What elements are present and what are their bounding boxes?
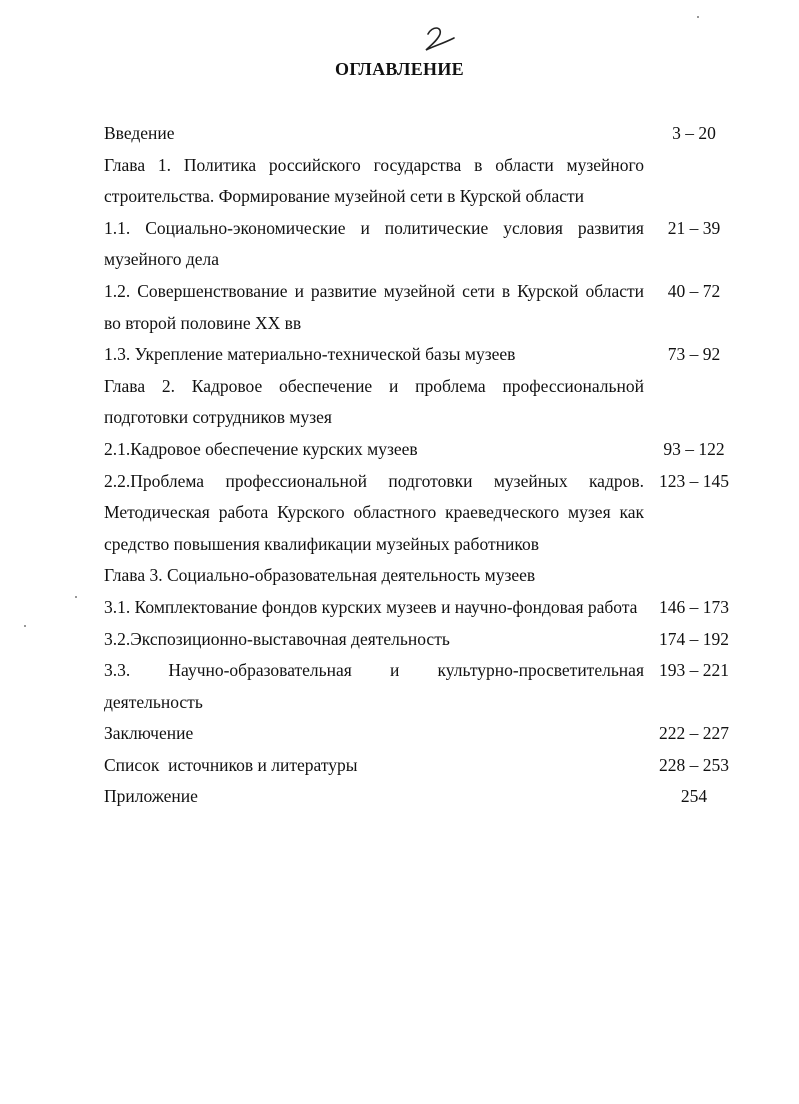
toc-entry-chapter-1 <box>104 150 744 213</box>
toc-entry-1-3 <box>104 339 744 371</box>
toc-entry-2-1 <box>104 434 744 466</box>
toc-entry-pages: 228 – 253 <box>659 754 729 775</box>
page-title: ОГЛАВЛЕНИЕ <box>335 59 464 79</box>
toc-entry-pages: 3 – 20 <box>672 123 716 143</box>
toc-entry-text: Глава 3. Социально-образовательная деятельность музеев <box>104 565 536 586</box>
toc-entry-pages: 174 – 192 <box>659 628 729 649</box>
toc-entry-text: 3.2.Экспозиционно-выставочная деятельность <box>104 628 450 649</box>
toc-entry-bibliography <box>104 750 744 782</box>
toc-entry-text: Глава 2. Кадровое обеспечение и проблема профессиональной подготовки сотрудников музея <box>104 375 644 428</box>
toc-entry-1-2 <box>104 276 744 339</box>
toc-entry-chapter-3 <box>104 560 744 592</box>
toc-entry-text: Список источников и литературы <box>104 754 358 775</box>
toc-entry-3-3 <box>104 655 744 718</box>
toc-entry-text: Введение <box>104 123 175 143</box>
scan-speck <box>697 16 699 18</box>
toc-entry-pages: 193 – 221 <box>659 660 729 681</box>
toc-entry-text: 2.2.Проблема профессиональной подготовки музейных кадров. Методическая работа Курского областного краеведческого музея как средство повышения квалификации музейных работников <box>104 470 644 554</box>
toc-entry-introduction <box>104 118 744 150</box>
toc-entry-pages: 146 – 173 <box>659 596 729 617</box>
toc-entry-text: 1.1. Социально-экономические и политические условия развития музейного дела <box>104 217 644 270</box>
toc-entry-pages: 73 – 92 <box>667 344 721 365</box>
toc-entry-pages: 254 <box>680 786 708 807</box>
toc-entry-3-2 <box>104 624 744 656</box>
toc-entry-pages: 93 – 122 <box>663 438 725 459</box>
toc-entry-1-1 <box>104 213 744 276</box>
toc-entry-pages: 222 – 227 <box>659 723 729 744</box>
toc-entry-text: Приложение <box>104 786 198 807</box>
toc-entry-text: 3.3. Научно-образовательная и культурно-просветительная деятельность <box>104 660 644 712</box>
toc-entry-3-1 <box>104 592 744 624</box>
toc-entry-text: 1.2. Совершенствование и развитие музейной сети в Курской области во второй половине ХХ вв <box>104 280 644 333</box>
toc-entry-pages: 40 – 72 <box>667 280 721 301</box>
table-of-contents <box>104 118 744 813</box>
toc-entry-pages: 123 – 145 <box>659 470 729 491</box>
toc-entry-pages: 21 – 39 <box>667 217 721 238</box>
toc-entry-text: 2.1.Кадровое обеспечение курских музеев <box>104 438 418 459</box>
scan-speck <box>24 625 26 627</box>
toc-entry-chapter-2 <box>104 371 744 434</box>
handwritten-page-number <box>420 24 460 54</box>
scan-speck <box>75 596 77 598</box>
toc-entry-conclusion <box>104 718 744 750</box>
toc-entry-appendix <box>104 781 744 813</box>
toc-entry-text: Глава 1. Политика российского государства в области музейного строительства. Формирование музейной сети в Курской области <box>104 154 644 207</box>
toc-entry-2-2 <box>104 466 744 561</box>
toc-entry-text: Заключение <box>104 723 194 744</box>
toc-entry-text: 1.3. Укрепление материально-технической базы музеев <box>104 344 516 365</box>
toc-entry-text: 3.1. Комплектование фондов курских музеев и научно-фондовая работа <box>104 596 638 617</box>
